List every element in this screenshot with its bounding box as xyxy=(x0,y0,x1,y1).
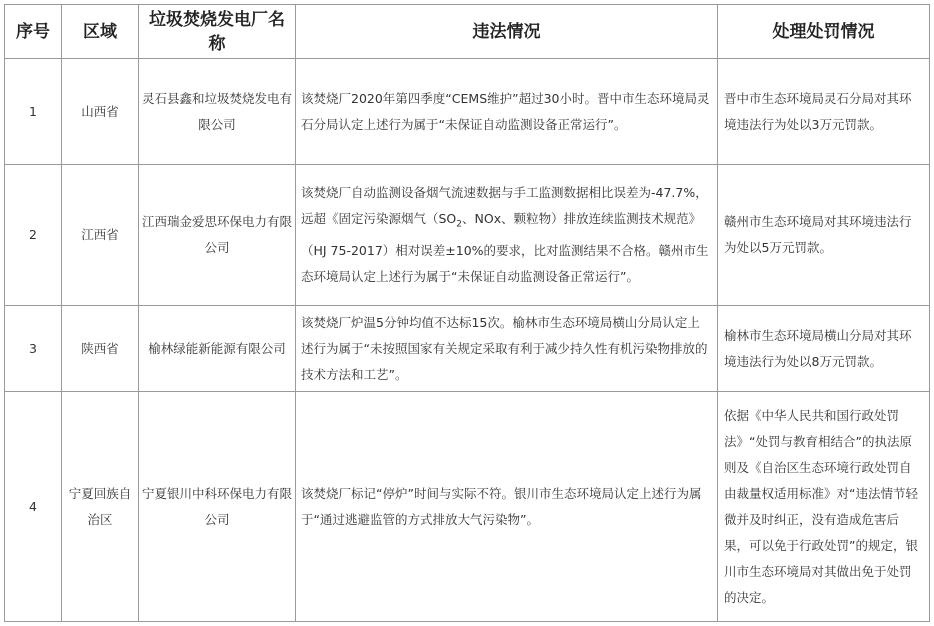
cell-seq: 4 xyxy=(5,392,62,622)
cell-company: 灵石县鑫和垃圾焚烧发电有限公司 xyxy=(139,59,296,165)
violation-text-part1: 该焚烧厂自动监测设备烟气流速数据与手工监测数据相比误差为-47.7%，远超《固定污染源烟气（SO xyxy=(301,185,708,227)
cell-company: 江西瑞金爱思环保电力有限公司 xyxy=(139,165,296,306)
cell-company: 榆林绿能新能源有限公司 xyxy=(139,306,296,392)
cell-violation xyxy=(296,165,718,306)
table-header-row xyxy=(5,5,930,59)
table-row xyxy=(5,165,930,306)
header-penalty: 处理处罚情况 xyxy=(718,5,930,59)
cell-region: 陕西省 xyxy=(62,306,139,392)
cell-penalty: 依据《中华人民共和国行政处罚法》“处罚与教育相结合”的执法原则及《自治区生态环境行政处罚自由裁量权适用标准》对“违法情节轻微并及时纠正，没有造成危害后果，可以免于行政处罚”的规定，银川市生态环境局对其做出免于处罚的决定。 xyxy=(718,392,930,622)
header-seq: 序号 xyxy=(5,5,62,59)
cell-violation: 该焚烧厂标记“停炉”时间与实际不符。银川市生态环境局认定上述行为属于“通过逃避监管的方式排放大气污染物”。 xyxy=(296,392,718,622)
cell-penalty: 晋中市生态环境局灵石分局对其环境违法行为处以3万元罚款。 xyxy=(718,59,930,165)
table-row xyxy=(5,392,930,622)
violations-table xyxy=(4,4,930,622)
cell-region: 山西省 xyxy=(62,59,139,165)
cell-penalty: 榆林市生态环境局横山分局对其环境违法行为处以8万元罚款。 xyxy=(718,306,930,392)
header-violation: 违法情况 xyxy=(296,5,718,59)
cell-violation: 该焚烧厂炉温5分钟均值不达标15次。榆林市生态环境局横山分局认定上述行为属于“未按照国家有关规定采取有利于减少持久性有机污染物排放的技术方法和工艺”。 xyxy=(296,306,718,392)
cell-seq: 1 xyxy=(5,59,62,165)
cell-company: 宁夏银川中科环保电力有限公司 xyxy=(139,392,296,622)
cell-penalty: 赣州市生态环境局对其环境违法行为处以5万元罚款。 xyxy=(718,165,930,306)
cell-violation: 该焚烧厂2020年第四季度“CEMS维护”超过30小时。晋中市生态环境局灵石分局认定上述行为属于“未保证自动监测设备正常运行”。 xyxy=(296,59,718,165)
cell-region: 宁夏回族自治区 xyxy=(62,392,139,622)
cell-seq: 3 xyxy=(5,306,62,392)
cell-seq: 2 xyxy=(5,165,62,306)
header-company: 垃圾焚烧发电厂名称 xyxy=(139,5,296,59)
cell-region: 江西省 xyxy=(62,165,139,306)
violation-text-part2: 、NOx、颗粒物）排放连续监测技术规范》（HJ 75-2017）相对误差±10%的要求，比对监测结果不合格。赣州市生态环境局认定上述行为属于“未保证自动监测设备正常运行”。 xyxy=(301,211,709,284)
table-row xyxy=(5,306,930,392)
violation-subscript: 2 xyxy=(456,219,463,230)
table-row xyxy=(5,59,930,165)
header-region: 区域 xyxy=(62,5,139,59)
